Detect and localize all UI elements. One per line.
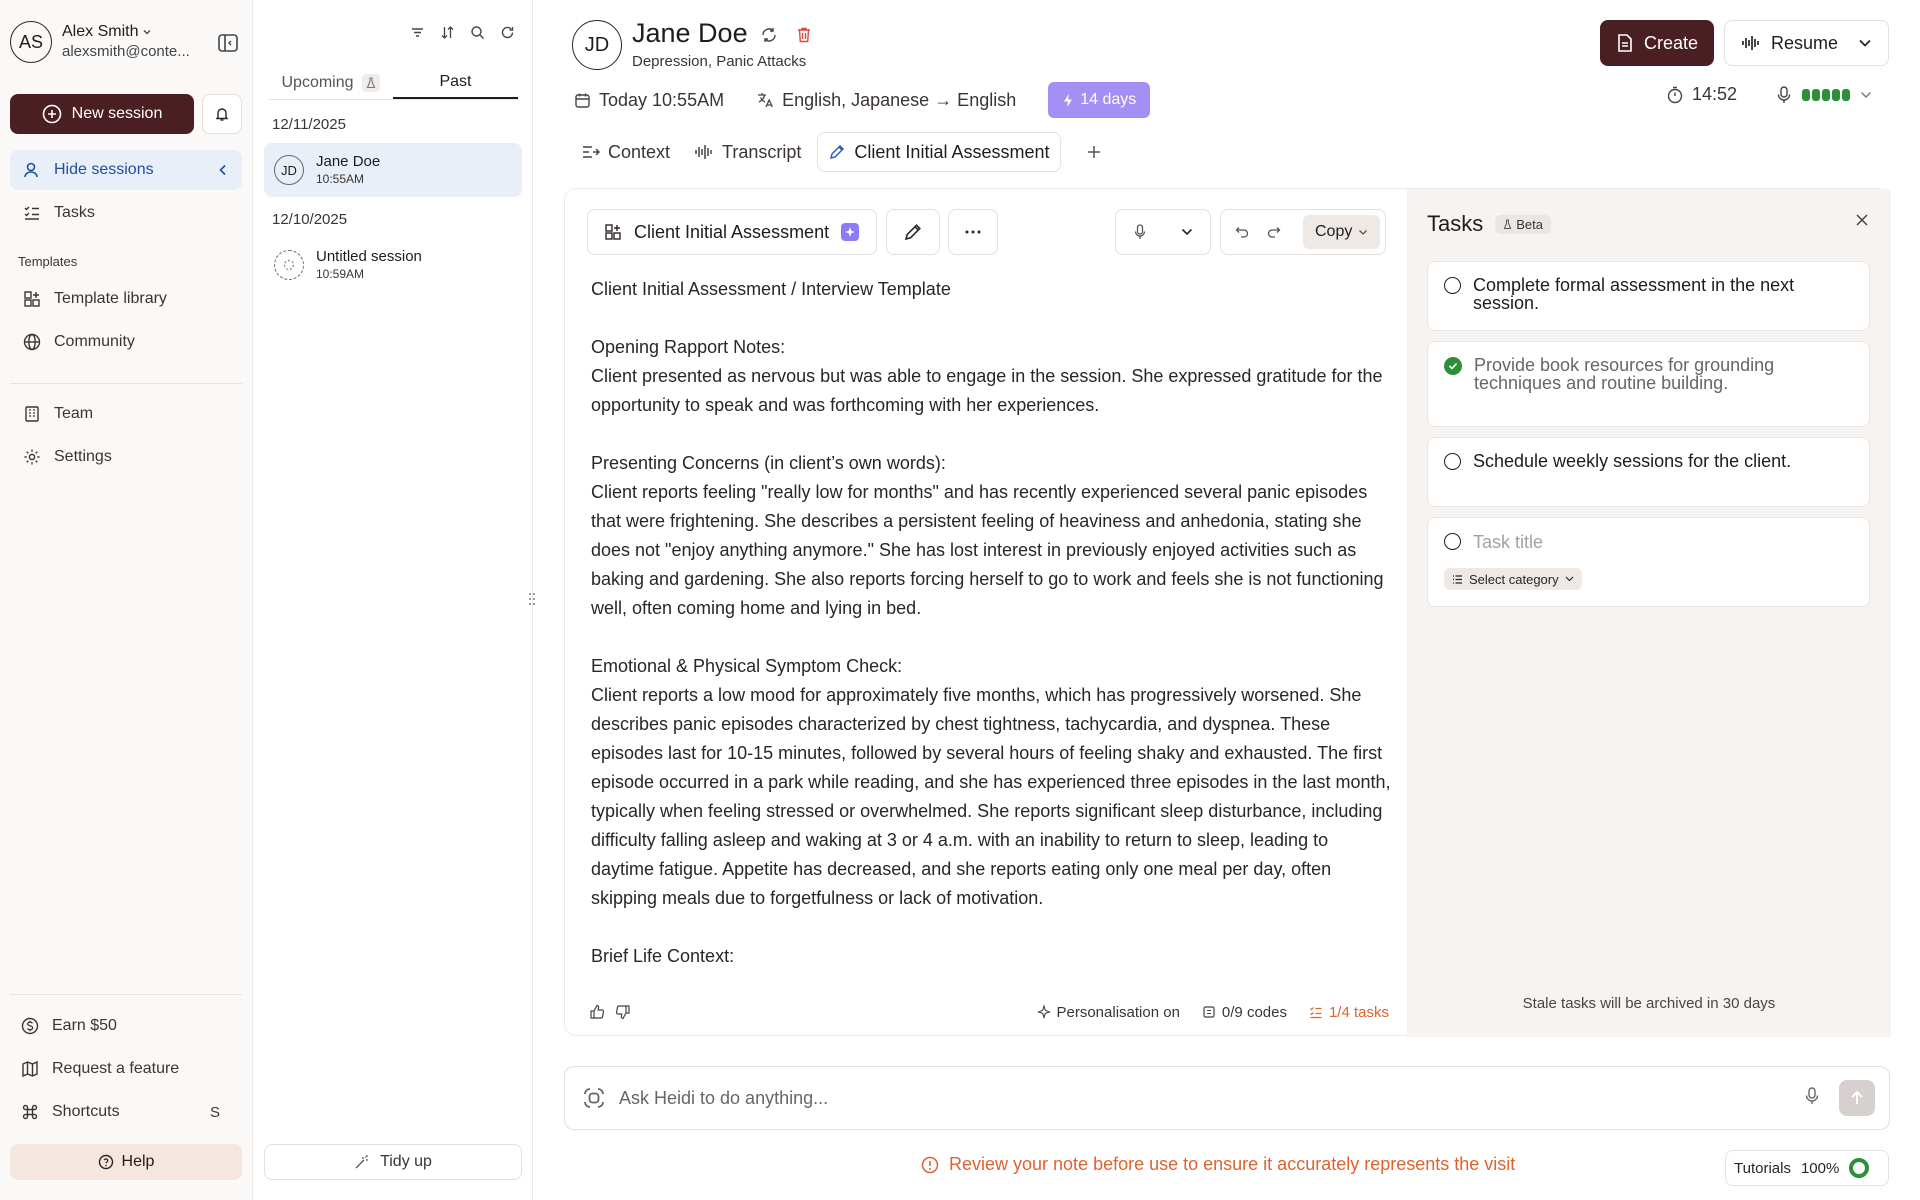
copy-button[interactable] xyxy=(1303,215,1380,249)
task-checkbox[interactable] xyxy=(1444,277,1461,294)
tab-assessment-label: Client Initial Assessment xyxy=(854,141,1050,162)
days-remaining-badge[interactable] xyxy=(1048,82,1150,118)
note-heading: Brief Life Context: xyxy=(591,946,735,966)
request-feature-nav[interactable] xyxy=(10,1049,242,1089)
review-warning-text: Review your note before use to ensure it accurately represents the visit xyxy=(949,1154,1516,1174)
note-footer xyxy=(589,1001,1389,1023)
note-tabs xyxy=(574,132,1109,172)
sessions-panel xyxy=(254,0,533,1200)
magic-wand-icon xyxy=(354,1154,370,1170)
pen-icon xyxy=(828,143,846,161)
task-title-input[interactable]: Task title xyxy=(1473,532,1544,552)
resume-button[interactable] xyxy=(1724,20,1889,66)
request-feature-label: Request a feature xyxy=(52,1060,180,1077)
template-selector[interactable] xyxy=(587,209,877,255)
chevron-down-icon[interactable] xyxy=(1181,228,1193,236)
map-icon xyxy=(20,1059,40,1079)
note-paragraph: Client reports a low mood for approximately five months, which has progressively worsened. She describes panic episodes characterized by chest tightness, tachycardia, and dyspnea. These episodes last for 10-15 minutes, followed by several hours of feeling shaky and exhausted. The first episode occurred in a park while reading, and she has experienced three episodes in the last month, typically when feeling stressed or overwhelmed. She reports significant sleep disturbance, including difficulty falling asleep and waking at 3 or 4 a.m. with an inability to return to sleep, leading to daytime fatigue. Appetite has decreased, and she reports eating only one meal per day, often skipping meals due to forgetfulness or lack of motivation. xyxy=(591,685,1396,908)
template-library-nav[interactable] xyxy=(10,279,242,319)
tab-context[interactable] xyxy=(574,132,678,172)
task-item[interactable] xyxy=(1427,437,1870,507)
list-check-icon xyxy=(1309,1005,1323,1019)
chevron-down-icon[interactable] xyxy=(1858,38,1872,48)
tutorials-label: Tutorials xyxy=(1734,1159,1791,1177)
ask-heidi-bar[interactable] xyxy=(564,1066,1890,1130)
new-session-label: New session xyxy=(71,105,163,122)
tab-past-label: Past xyxy=(439,72,472,90)
patient-avatar: JD xyxy=(572,20,622,70)
mic-level-indicator xyxy=(1802,89,1850,101)
waveform-icon xyxy=(694,144,714,160)
sparkle-icon xyxy=(1037,1005,1051,1019)
tab-upcoming[interactable] xyxy=(268,66,393,99)
codes-button[interactable] xyxy=(1202,1004,1287,1021)
session-avatar: JD xyxy=(274,155,304,185)
new-session-button[interactable] xyxy=(10,94,194,134)
plus-circle-icon xyxy=(42,104,62,124)
tasks-label: Tasks xyxy=(54,204,95,221)
tasks-title: Tasks xyxy=(1427,211,1484,236)
nav-divider xyxy=(10,994,242,995)
note-paragraph: Client reports feeling "really low for months" and has recently experienced several panic episodes that were frightening. She describes a persistent feeling of heaviness and anhedonia, stating she does not "enjoy anything anymore." She has lost interest in previously enjoyed activities such as baking and gardening. She also reports forcing herself to go to work and feels she is not functioning well, often coming home and lying in bed. xyxy=(591,482,1389,618)
task-text: Schedule weekly sessions for the client. xyxy=(1473,451,1792,471)
note-pane xyxy=(565,189,1407,1037)
progress-ring-icon xyxy=(1849,1158,1869,1178)
user-name: Alex Smith xyxy=(62,23,139,40)
session-name: Jane Doe xyxy=(316,153,381,170)
beta-badge xyxy=(1495,215,1551,234)
note-line xyxy=(591,623,1391,652)
search-icon[interactable] xyxy=(469,24,486,41)
session-item-untitled[interactable] xyxy=(264,238,522,292)
help-label: Help xyxy=(121,1153,155,1170)
context-icon xyxy=(582,145,600,159)
notifications-button[interactable] xyxy=(202,94,242,134)
thumbs-down-icon[interactable] xyxy=(615,1004,631,1020)
hide-sessions-label: Hide sessions xyxy=(54,161,154,178)
session-name: Untitled session xyxy=(316,248,422,265)
chevron-down-icon xyxy=(1860,91,1872,99)
sort-icon[interactable] xyxy=(439,24,456,41)
earn-nav[interactable] xyxy=(10,1006,242,1046)
session-time: 10:55AM xyxy=(316,172,365,186)
note-heading: Presenting Concerns (in client’s own words): xyxy=(591,453,946,473)
create-label: Create xyxy=(1643,32,1699,53)
note-line xyxy=(591,304,1391,333)
template-library-label: Template library xyxy=(54,290,167,307)
tasks-nav[interactable] xyxy=(10,193,242,233)
account-menu[interactable] xyxy=(10,18,243,66)
tab-past[interactable] xyxy=(393,66,518,99)
alert-circle-icon xyxy=(921,1156,939,1174)
redo-icon[interactable] xyxy=(1267,226,1281,238)
personalisation-toggle[interactable] xyxy=(1037,1004,1180,1021)
note-line xyxy=(591,913,1391,942)
ask-input[interactable]: Ask Heidi to do anything... xyxy=(619,1087,829,1108)
close-icon[interactable] xyxy=(1855,213,1869,227)
community-nav[interactable] xyxy=(10,322,242,362)
gear-icon xyxy=(22,447,42,467)
task-checked-icon[interactable] xyxy=(1444,357,1462,375)
collapse-sidebar-icon[interactable] xyxy=(215,30,241,56)
tab-transcript-label: Transcript xyxy=(722,141,802,162)
pencil-icon xyxy=(903,222,923,242)
template-name: Client Initial Assessment xyxy=(634,221,830,242)
session-date-label: 12/11/2025 xyxy=(272,116,346,133)
earn-label: Earn $50 xyxy=(52,1017,117,1034)
note-line: Client Initial Assessment / Interview Template xyxy=(591,279,951,299)
shortcut-key: S xyxy=(209,1103,220,1121)
filter-icon[interactable] xyxy=(409,24,426,41)
microphone-icon[interactable] xyxy=(1805,1087,1819,1105)
globe-icon xyxy=(22,332,42,352)
undo-icon[interactable] xyxy=(1235,226,1249,238)
refresh-icon[interactable] xyxy=(499,24,516,41)
flask-icon xyxy=(362,74,380,92)
edit-actions xyxy=(1220,209,1386,255)
user-avatar: AS xyxy=(10,21,52,63)
note-paragraph: Client presented as nervous but was able to engage in the session. She expressed gratitude for the opportunity to speak and was forthcoming with her experiences. xyxy=(591,366,1388,415)
task-item[interactable] xyxy=(1427,261,1870,331)
tab-client-initial-assessment[interactable] xyxy=(817,132,1060,172)
session-date-label: 12/10/2025 xyxy=(272,211,348,228)
tidy-up-label: Tidy up xyxy=(380,1153,432,1170)
task-item[interactable] xyxy=(1427,341,1870,427)
tutorials-percent: 100% xyxy=(1800,1159,1840,1177)
microphone-icon[interactable] xyxy=(1134,224,1146,240)
dictate-control[interactable] xyxy=(1115,209,1211,255)
new-task-card xyxy=(1427,517,1870,607)
select-category-label: Select category xyxy=(1469,571,1559,587)
tasks-count-button[interactable] xyxy=(1309,1004,1389,1021)
translate-icon xyxy=(756,91,774,109)
tab-upcoming-label: Upcoming xyxy=(281,73,354,91)
bell-icon xyxy=(214,106,230,122)
patient-name: Jane Doe xyxy=(632,18,748,48)
chevron-down-icon xyxy=(1358,229,1368,236)
settings-nav[interactable] xyxy=(10,437,242,477)
microphone-icon xyxy=(1776,86,1792,104)
sparkle-icon xyxy=(841,223,859,241)
shortcuts-label: Shortcuts xyxy=(52,1103,120,1120)
help-circle-icon xyxy=(98,1154,114,1170)
lightning-icon xyxy=(1062,93,1074,108)
timer-icon xyxy=(1666,86,1684,104)
language-selector[interactable] xyxy=(756,90,1016,111)
left-navigation xyxy=(0,0,253,1200)
building-icon xyxy=(22,404,42,424)
codes-icon xyxy=(1202,1005,1216,1019)
session-timer xyxy=(1666,84,1737,105)
calendar-icon xyxy=(574,92,591,109)
settings-label: Settings xyxy=(54,448,112,465)
microphone-selector[interactable] xyxy=(1776,86,1872,104)
list-icon xyxy=(1452,575,1463,584)
chevron-down-icon xyxy=(142,27,152,37)
task-checkbox[interactable] xyxy=(1444,453,1461,470)
send-button[interactable] xyxy=(1839,1080,1875,1116)
document-icon xyxy=(1616,33,1634,53)
session-time: 10:59AM xyxy=(316,267,365,281)
nav-divider xyxy=(10,383,242,384)
arrow-up-icon xyxy=(1850,1090,1864,1106)
task-text: Complete formal assessment in the next session. xyxy=(1473,275,1795,313)
tasks-count-label: 1/4 tasks xyxy=(1328,1003,1389,1021)
beta-label: Beta xyxy=(1516,216,1543,232)
command-icon xyxy=(20,1102,40,1122)
template-icon xyxy=(604,223,622,241)
shortcuts-nav[interactable] xyxy=(10,1092,242,1132)
user-email: alexsmith@conte... xyxy=(62,43,190,60)
session-date[interactable] xyxy=(574,90,724,111)
untitled-session-icon xyxy=(274,250,304,280)
team-nav[interactable] xyxy=(10,394,242,434)
session-item-jane-doe[interactable] xyxy=(264,143,522,197)
user-icon xyxy=(22,160,42,180)
sessions-tabs xyxy=(268,66,518,100)
panel-resize-handle[interactable] xyxy=(528,592,536,606)
stale-tasks-note: Stale tasks will be archived in 30 days xyxy=(1522,995,1776,1012)
note-line xyxy=(591,420,1391,449)
codes-label: 0/9 codes xyxy=(1221,1003,1287,1021)
flask-icon xyxy=(1503,219,1512,230)
note-editor-card xyxy=(564,188,1890,1036)
community-label: Community xyxy=(54,333,135,350)
resume-label: Resume xyxy=(1771,32,1839,53)
tutorials-button[interactable] xyxy=(1725,1150,1889,1186)
trash-icon[interactable] xyxy=(796,26,812,44)
tab-transcript[interactable] xyxy=(686,132,809,172)
team-label: Team xyxy=(54,405,94,422)
edit-template-button[interactable] xyxy=(886,209,940,255)
dollar-circle-icon xyxy=(20,1016,40,1036)
note-heading: Emotional & Physical Symptom Check: xyxy=(591,656,903,676)
tab-context-label: Context xyxy=(608,141,671,162)
template-library-icon xyxy=(22,289,42,309)
add-tab-icon[interactable] xyxy=(1079,137,1109,167)
tidy-up-button[interactable] xyxy=(264,1144,522,1180)
note-content[interactable] xyxy=(591,275,1396,975)
days-remaining-text: 14 days xyxy=(1080,91,1137,108)
help-button[interactable] xyxy=(10,1144,242,1180)
switch-patient-icon[interactable] xyxy=(760,26,778,44)
chevron-down-icon xyxy=(1565,576,1574,582)
templates-section-label: Templates xyxy=(18,254,78,269)
hide-sessions-nav[interactable] xyxy=(10,150,242,190)
thumbs-up-icon[interactable] xyxy=(589,1004,605,1020)
language-text: English, Japanese → English xyxy=(782,89,1017,110)
task-text: Provide book resources for grounding techniques and routine building. xyxy=(1474,355,1775,393)
session-date-text: Today 10:55AM xyxy=(599,89,725,110)
list-check-icon xyxy=(22,203,42,223)
create-button[interactable] xyxy=(1600,20,1714,66)
heidi-logo-icon xyxy=(581,1085,607,1111)
waveform-icon xyxy=(1741,34,1761,52)
copy-label: Copy xyxy=(1315,223,1353,240)
more-horizontal-icon xyxy=(965,230,981,234)
patient-conditions: Depression, Panic Attacks xyxy=(632,53,807,70)
note-heading: Opening Rapport Notes: xyxy=(591,337,786,357)
select-category-dropdown[interactable] xyxy=(1444,568,1582,590)
review-warning xyxy=(921,1154,1515,1175)
tasks-pane xyxy=(1407,189,1891,1037)
chevron-left-icon xyxy=(218,164,228,176)
timer-text: 14:52 xyxy=(1692,84,1738,104)
more-options-button[interactable] xyxy=(948,209,998,255)
task-checkbox[interactable] xyxy=(1444,533,1461,550)
personalisation-label: Personalisation on xyxy=(1056,1003,1180,1021)
